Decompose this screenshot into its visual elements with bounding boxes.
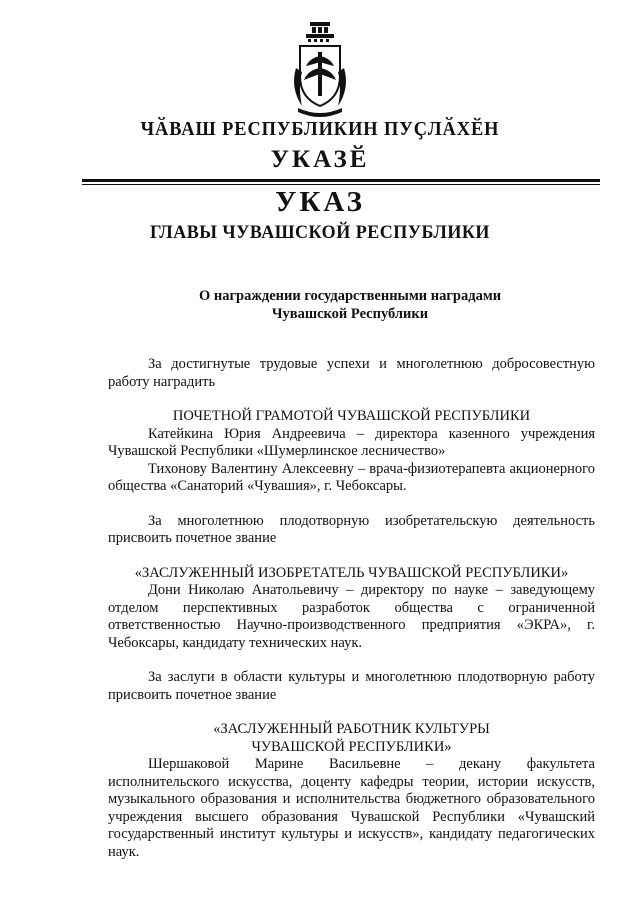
chuvash-ukaze-heading: УКАЗӖ: [270, 146, 370, 173]
paragraph-2: Катейкина Юрия Андреевича – директора казенного учреждения Чувашской Республики «Шумерлинское лесничество»: [108, 425, 595, 459]
paragraph-7: Шершаковой Марине Васильевне – декану факультета исполнительского искусства, доценту кафедры теории, истории искусств, музыкального образования и исполнительства бюджетного образовательного учреждения высшего образования Чувашской Республики «Чувашский государственный институт культуры и искусств», кандидату педагогических наук.: [108, 756, 595, 860]
paragraph-1: За достигнутые трудовые успехи и многолетнюю добросовестную работу наградить: [108, 356, 595, 390]
header-divider-thin: [82, 184, 600, 185]
award-heading-2: «ЗАСЛУЖЕННЫЙ ИЗОБРЕТАТЕЛЬ ЧУВАШСКОЙ РЕСПУБЛИКИ»: [134, 564, 569, 581]
award-heading-3-line1: «ЗАСЛУЖЕННЫЙ РАБОТНИК КУЛЬТУРЫ: [213, 721, 490, 737]
decree-title: [100, 287, 600, 323]
decree-title-line1: О награждении государственными наградами: [198, 288, 502, 304]
ukaz-heading: УКАЗ: [275, 186, 365, 218]
award-heading-1: ПОЧЕТНОЙ ГРАМОТОЙ ЧУВАШСКОЙ РЕСПУБЛИКИ: [172, 408, 531, 424]
decree-body: [108, 356, 595, 861]
paragraph-6: За заслуги в области культуры и многолетнюю плодотворную работу присвоить почетное звание: [108, 669, 595, 703]
award-heading-3-line2: ЧУВАШСКОЙ РЕСПУБЛИКИ»: [251, 738, 452, 755]
paragraph-5: Дони Николаю Анатольевичу – директору по науке – заведующему отделом перспективных разработок общества с ограниченной ответственностью Научно-производственного предприятия «ЭКРА», г. Чебоксары, кандидату технических наук.: [108, 582, 595, 651]
chuvash-emblem-icon: [288, 18, 352, 122]
header-divider-thick: [82, 179, 600, 182]
chuvash-header-line: ЧӐВАШ РЕСПУБЛИКИН ПУҪЛӐХӖН: [140, 118, 500, 140]
decree-title-line2: Чувашской Республики: [271, 306, 429, 322]
paragraph-3: Тихонову Валентину Алексеевну – врача-физиотерапевта акционерного общества «Санаторий «Чувашия», г. Чебоксары.: [108, 460, 595, 494]
glava-heading: ГЛАВЫ ЧУВАШСКОЙ РЕСПУБЛИКИ: [150, 222, 490, 243]
paragraph-4: За многолетнюю плодотворную изобретательскую деятельность присвоить почетное звание: [108, 512, 595, 546]
